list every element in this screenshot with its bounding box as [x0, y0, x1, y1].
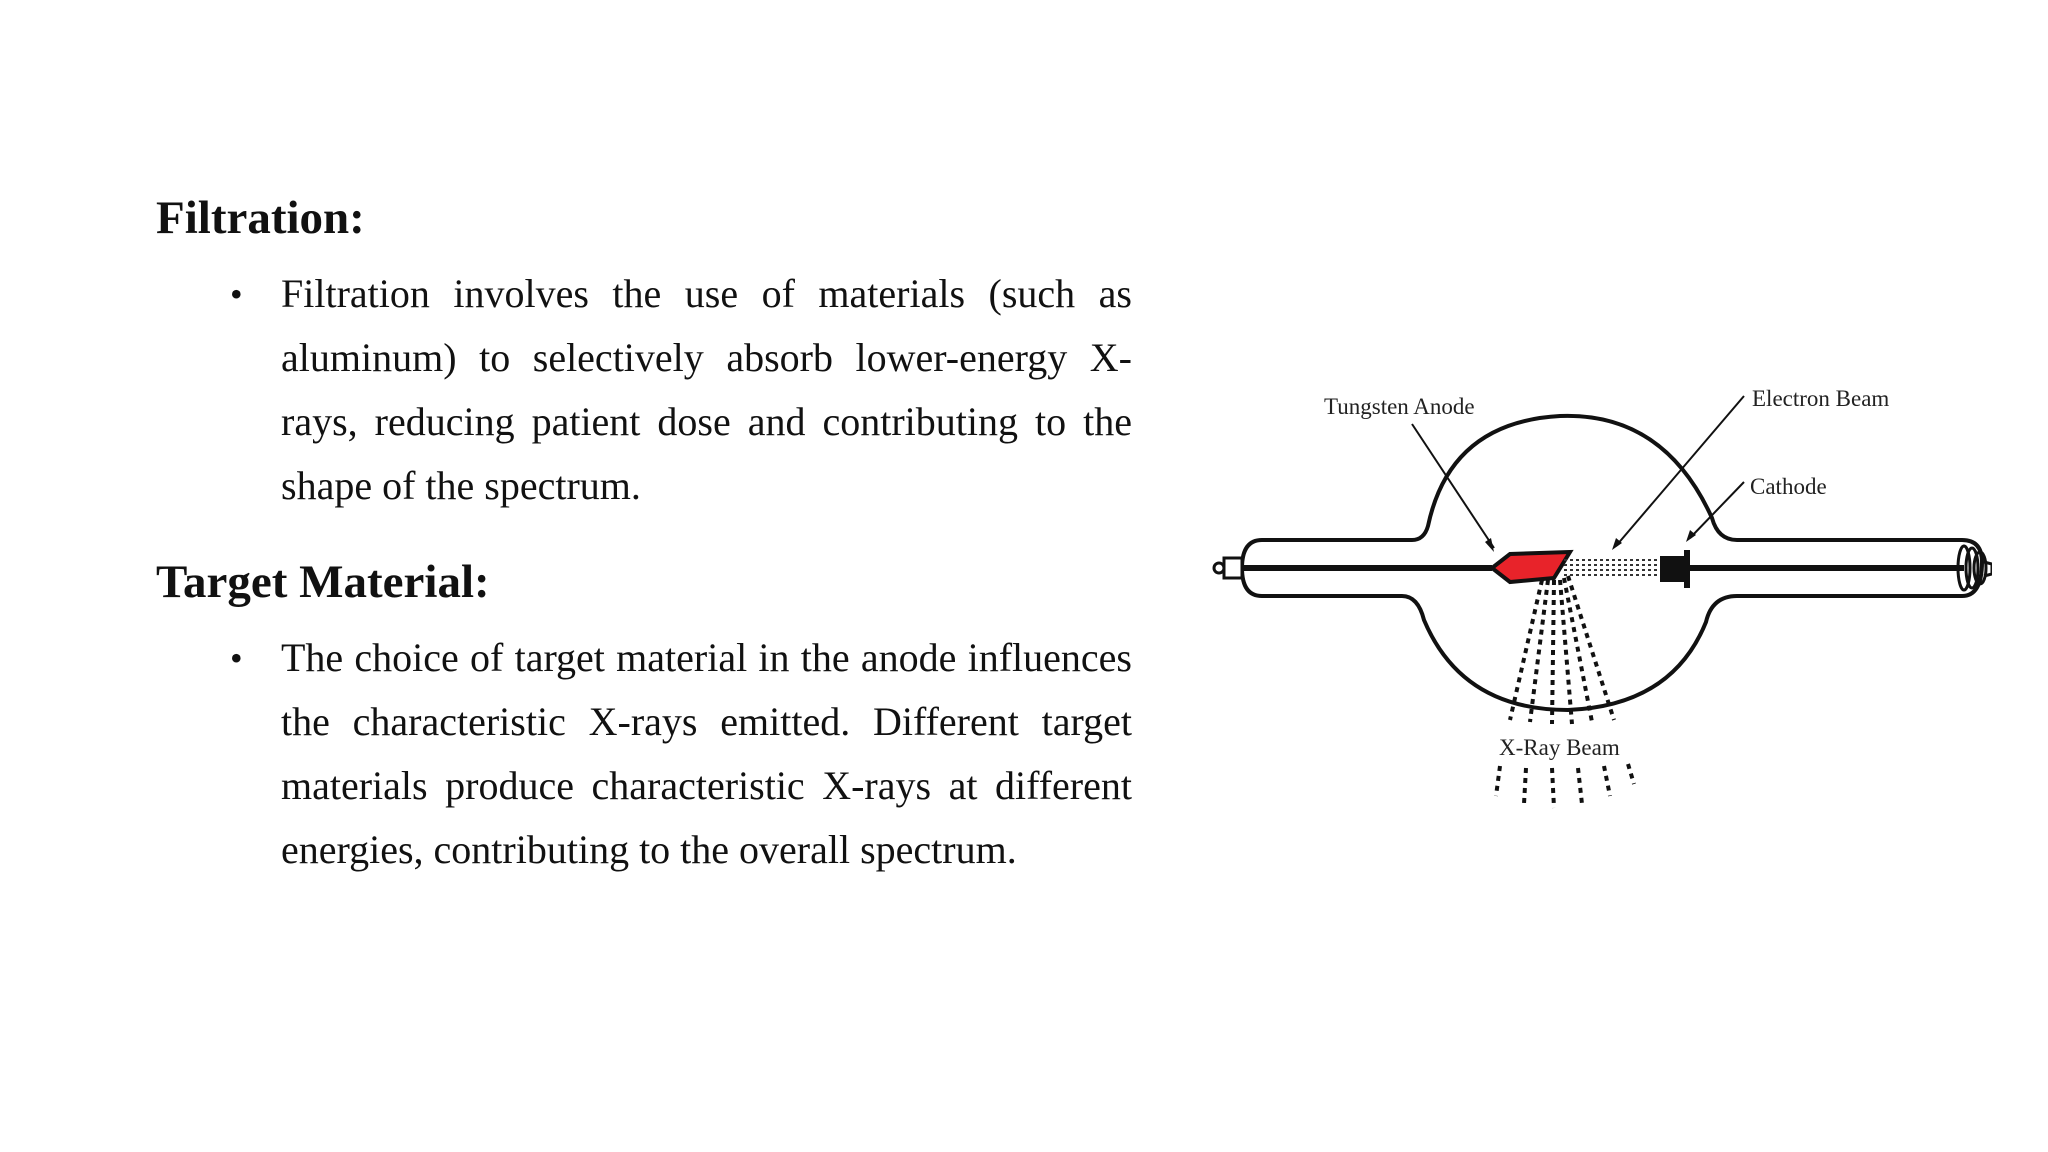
label-tungsten-anode: Tungsten Anode	[1324, 394, 1475, 419]
text-column	[156, 188, 1132, 882]
tungsten-anode-leader	[1412, 424, 1494, 548]
tube-envelope	[1242, 416, 1982, 710]
bullet-icon: •	[230, 638, 243, 678]
xray-tube-diagram	[1192, 372, 1992, 822]
list-item	[156, 626, 1132, 882]
heading-target-material: Target Material:	[156, 556, 490, 608]
left-terminal	[1214, 563, 1224, 573]
cathode	[1660, 556, 1684, 582]
electron-beam-leader	[1616, 396, 1744, 546]
heading-filtration: Filtration:	[156, 192, 365, 244]
cathode-arrowhead	[1686, 530, 1696, 542]
target-material-list	[156, 626, 1132, 882]
electron-beam	[1564, 560, 1660, 575]
target-material-text: The choice of target material in the anode influences the characteristic X-rays emitted. Different target materials produce characteristic X-rays at different energies, contributing to the overall spectrum.	[281, 635, 1132, 872]
cathode-plate	[1684, 550, 1690, 588]
filtration-text: Filtration involves the use of materials (such as aluminum) to selectively absorb lower-energy X-rays, reducing patient dose and contributing to the shape of the spectrum.	[281, 271, 1132, 508]
xray-tube-svg	[1192, 372, 1992, 822]
left-end-cap	[1224, 558, 1242, 578]
xray-beam-inner	[1510, 576, 1614, 724]
tungsten-anode	[1492, 552, 1570, 582]
bullet-icon: •	[230, 274, 243, 314]
xray-beam-outer	[1496, 764, 1634, 808]
label-electron-beam: Electron Beam	[1752, 386, 1890, 411]
label-cathode: Cathode	[1750, 474, 1827, 499]
list-item	[156, 262, 1132, 518]
filtration-list	[156, 262, 1132, 518]
label-xray-beam: X-Ray Beam	[1499, 735, 1620, 760]
